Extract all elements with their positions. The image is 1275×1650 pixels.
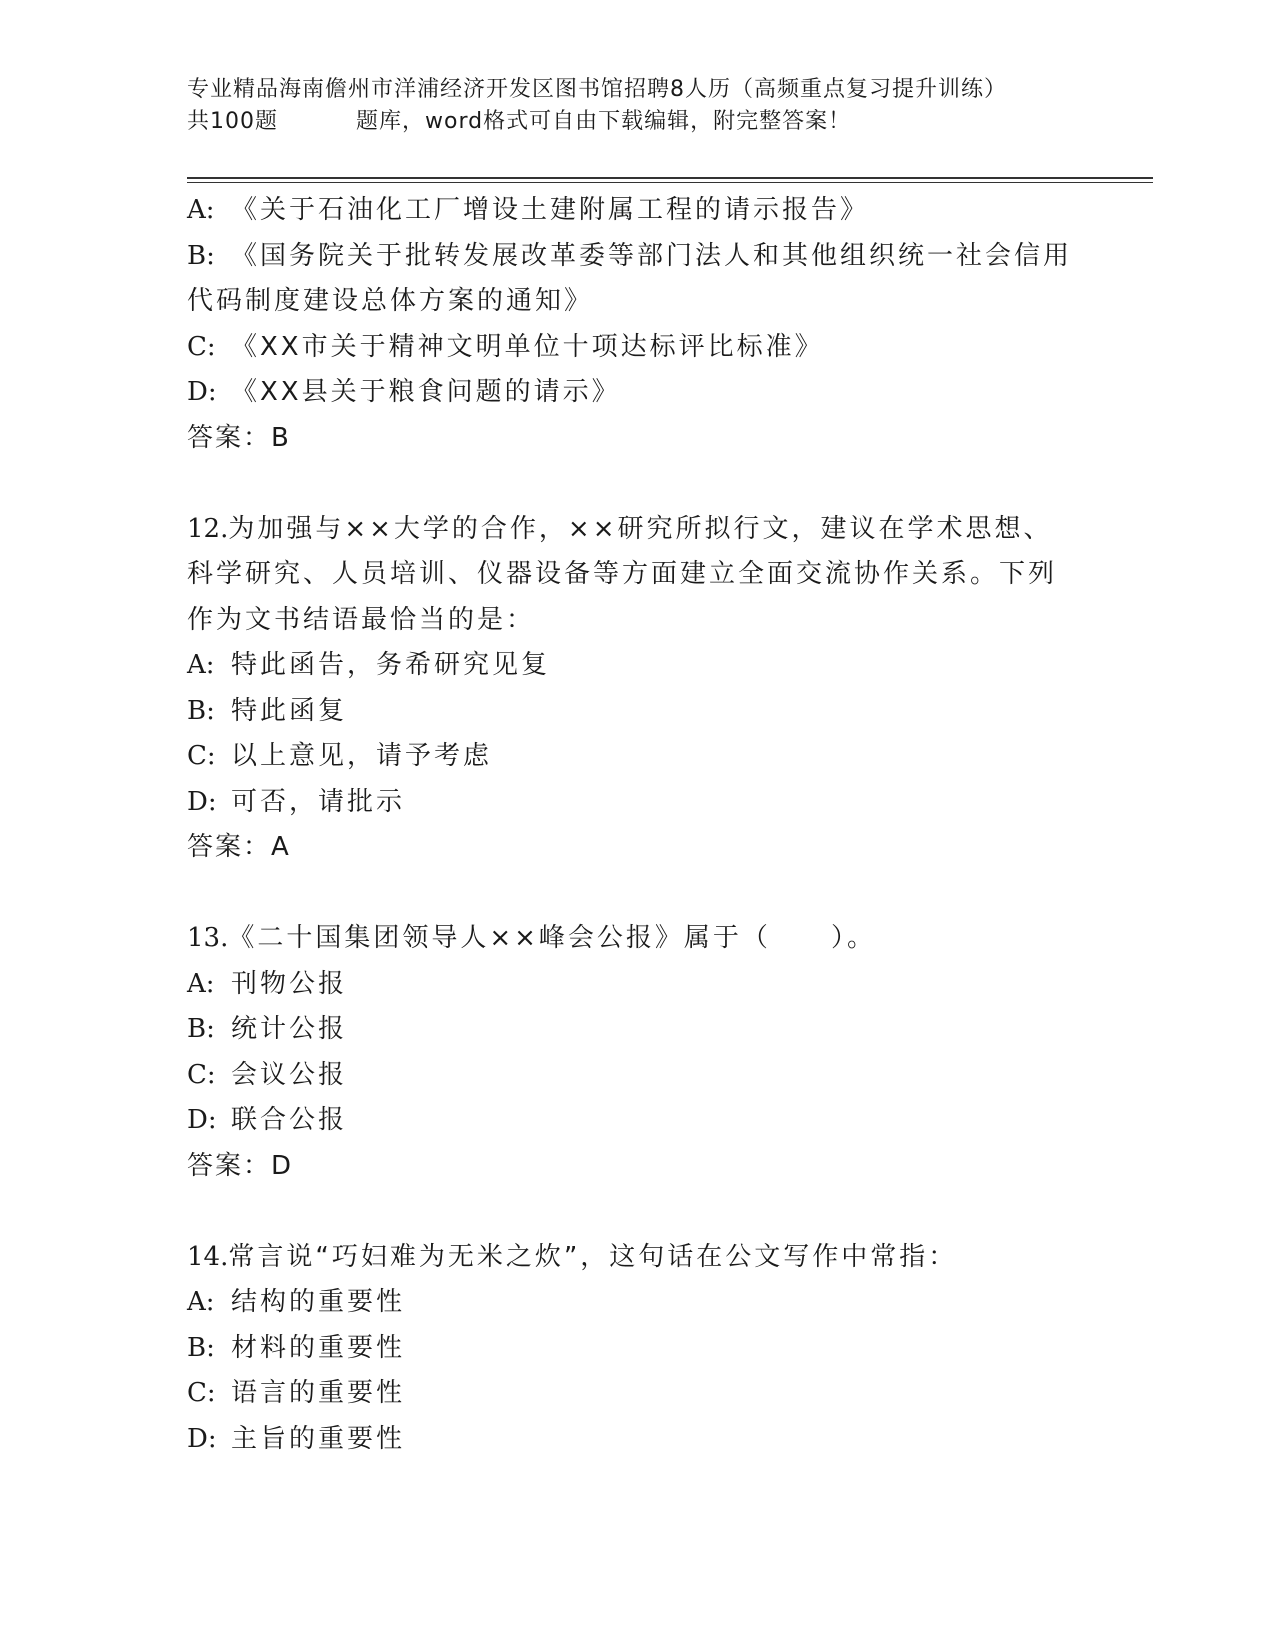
option-d [187, 1417, 1087, 1463]
answer-value: D [271, 1150, 292, 1181]
header-title: 专业精品海南儋州市洋浦经济开发区图书馆招聘8人历（高频重点复习提升训练） [187, 77, 1007, 102]
option-text: 特此函复 [231, 695, 348, 726]
option-letter: D: [187, 786, 217, 817]
option-text: 刊物公报 [231, 968, 348, 999]
answer-value: B [271, 422, 289, 453]
option-a [187, 962, 1087, 1008]
question-13 [187, 916, 1087, 1189]
option-b [187, 1007, 1087, 1053]
option-a [187, 643, 1087, 689]
option-text: 材料的重要性 [231, 1332, 406, 1363]
option-letter: C: [187, 1378, 216, 1408]
answer-line [187, 825, 1087, 871]
option-letter: B: [187, 240, 215, 271]
option-letter: D: [187, 377, 217, 407]
option-letter: C: [187, 1059, 216, 1090]
option-letter: B: [187, 695, 215, 726]
question-12 [187, 507, 1087, 871]
option-a [187, 1280, 1087, 1326]
header-format-note: 题库，word格式可自由下载编辑，附完整答案！ [356, 109, 852, 134]
option-text: 联合公报 [231, 1105, 348, 1135]
answer-label: 答案： [187, 1150, 272, 1181]
answer-line [187, 1144, 1087, 1190]
question-number: 12. [187, 513, 229, 544]
option-text: 《XX市关于精神文明单位十项达标评比标准》 [231, 331, 824, 362]
option-letter: D: [187, 1105, 217, 1135]
option-letter: D: [187, 1423, 217, 1454]
option-text: 《关于石油化工厂增设土建附属工程的请示报告》 [231, 195, 870, 225]
option-b [187, 1326, 1087, 1372]
answer-label: 答案： [187, 832, 272, 862]
option-text: 统计公报 [231, 1014, 348, 1044]
option-text: 《XX县关于粮食问题的请示》 [231, 377, 621, 407]
option-text: 会议公报 [231, 1059, 348, 1090]
option-b-continuation: 代码制度建设总体方案的通知》 [187, 286, 594, 316]
question-11 [187, 188, 1087, 461]
question-stem-text: 为加强与××大学的合作，××研究所拟行文，建议在学术思想、 [228, 513, 1053, 544]
header-question-count: 共100题 [187, 109, 278, 134]
option-text: 主旨的重要性 [231, 1423, 406, 1454]
option-d [187, 1098, 1087, 1144]
option-b [187, 689, 1087, 735]
option-letter: A: [187, 195, 215, 225]
question-14 [187, 1235, 1087, 1463]
question-stem-line: 作为文书结语最恰当的是： [187, 604, 536, 635]
option-letter: C: [187, 331, 216, 362]
question-stem-line [187, 916, 1087, 962]
option-text: 语言的重要性 [231, 1378, 406, 1408]
option-d [187, 780, 1087, 826]
option-text: 可否，请批示 [231, 786, 406, 817]
option-c [187, 1371, 1087, 1417]
answer-line [187, 416, 1087, 462]
option-letter: B: [187, 1332, 215, 1363]
question-stem-end: ）。 [830, 923, 876, 953]
header-divider-thick [187, 177, 1153, 179]
option-letter: A: [187, 650, 215, 680]
option-letter: A: [187, 1287, 215, 1317]
question-stem-line [187, 507, 1087, 553]
option-letter: B: [187, 1014, 215, 1044]
option-text: 《国务院关于批转发展改革委等部门法人和其他组织统一社会信用 [231, 240, 1073, 271]
option-text: 以上意见，请予考虑 [231, 741, 493, 771]
question-number: 13. [187, 923, 229, 953]
document-header [187, 74, 1087, 138]
question-list [187, 188, 1087, 1462]
option-d [187, 370, 1087, 416]
question-stem-line [187, 1235, 1087, 1281]
answer-value: A [271, 832, 289, 862]
option-letter: C: [187, 741, 216, 771]
answer-label: 答案： [187, 422, 272, 453]
option-a [187, 188, 1087, 234]
option-letter: A: [187, 968, 215, 999]
option-c [187, 734, 1087, 780]
header-subtitle [187, 106, 1087, 138]
question-stem-text: 《二十国集团领导人××峰会公报》属于（ [228, 923, 771, 953]
question-stem-line: 科学研究、人员培训、仪器设备等方面建立全面交流协作关系。下列 [187, 559, 1058, 589]
option-b [187, 234, 1087, 280]
header-divider-thin [187, 182, 1153, 183]
option-c [187, 325, 1087, 371]
option-text: 特此函告，务希研究见复 [231, 650, 551, 680]
option-text: 结构的重要性 [231, 1287, 406, 1317]
question-number: 14. [187, 1241, 229, 1272]
option-c [187, 1053, 1087, 1099]
question-stem-text: 常言说“巧妇难为无米之炊”，这句话在公文写作中常指： [228, 1241, 958, 1272]
